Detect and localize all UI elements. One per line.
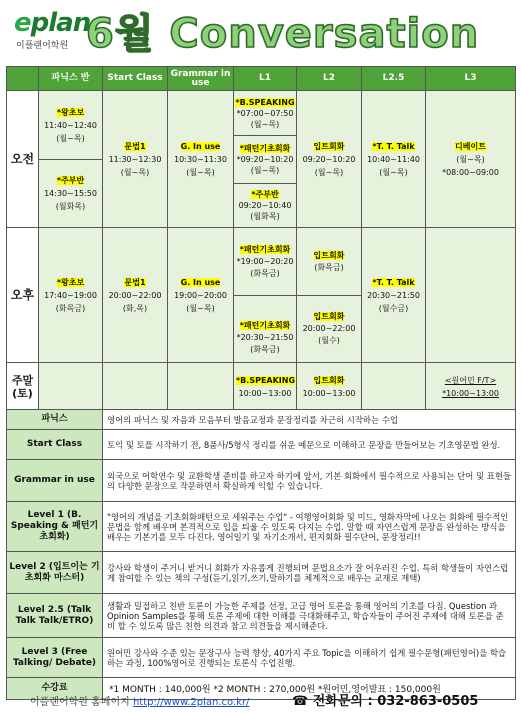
- desc-label: Start Class: [7, 430, 103, 460]
- class-time: 14:30~15:50: [44, 189, 97, 198]
- class-name: 입트회화: [313, 375, 345, 385]
- morning-row: [7, 91, 516, 228]
- class-days: (월~목): [186, 303, 215, 313]
- logo-text: plan: [30, 8, 91, 38]
- weekend-l2-cell: [297, 363, 362, 411]
- class-days: (월~목): [314, 167, 344, 177]
- morning-l3-cell: [426, 91, 516, 228]
- period-morning: 오전: [7, 91, 39, 228]
- class-days: (월~목): [379, 167, 408, 177]
- class-days: (월~목): [120, 167, 150, 177]
- class-days: (월~목): [456, 154, 485, 164]
- class-time: 20:00~22:00: [302, 324, 356, 333]
- class-name: *T. T. Talk: [372, 141, 415, 151]
- class-name: *패턴기초회화: [239, 144, 291, 153]
- class-name: *B.SPEAKING: [236, 375, 296, 385]
- class-time: *08:00~09:00: [442, 167, 499, 177]
- class-days: (월화목): [250, 212, 280, 221]
- class-days: (월수금): [378, 303, 409, 313]
- desc-label: Level 2.5 (Talk Talk Talk/ETRO): [7, 594, 103, 638]
- class-name: *패턴기초회화: [239, 321, 291, 330]
- morning-l25-cell: [362, 91, 426, 228]
- desc-row: [7, 460, 516, 502]
- class-time: *09:20~10:20: [236, 155, 294, 164]
- page-title: 6월 Conversation: [86, 11, 480, 57]
- desc-row: [7, 410, 516, 430]
- class-time: 19:00~20:00: [174, 290, 227, 300]
- class-time: 10:00~13:00: [302, 388, 356, 398]
- brand-logo[interactable]: [10, 6, 91, 54]
- col-header-l1: L1: [234, 67, 297, 91]
- col-header-phonics: 파닉스 반: [39, 67, 103, 91]
- class-time: 10:30~11:30: [174, 154, 227, 164]
- morning-phonics-cell: [39, 91, 103, 228]
- desc-row: [7, 502, 516, 552]
- class-days: (월~목): [250, 166, 280, 175]
- morning-start-cell: [103, 91, 168, 228]
- logo-subtitle: 이플랜어학원: [16, 41, 69, 51]
- homepage-link[interactable]: http://www.2plan.co.kr/: [132, 697, 250, 708]
- class-days: (월~목): [186, 167, 215, 177]
- class-days: (화목금): [250, 345, 280, 354]
- course-description-table: [6, 409, 516, 700]
- desc-label: Grammar in use: [7, 460, 103, 502]
- afternoon-row: [7, 228, 516, 363]
- class-name: 문법1: [124, 277, 146, 287]
- class-days: (화,목): [122, 303, 148, 313]
- desc-text: 생활과 밀접하고 친반 토론이 가능한 주제를 선정, 고급 영어 토론을 통해 영어의 기초를 다짐. Question 과 Opinion Samples를 통해 토론 주제에 대한 이해를 극대화해주고, 학습자들이 주어진 주제에 대해 토론을 준비 할 수 있도록 많은 친한 의견과 참고 의견들을 제시해준다.: [103, 594, 516, 638]
- fee-text: *1 MONTH : 140,000원 *2 MONTH : 270,000원 *원어민,영어발표 : 150,000원: [103, 678, 516, 700]
- class-days: (월~목): [250, 119, 280, 129]
- weekend-l3-cell: [426, 363, 516, 411]
- afternoon-l1-cell: [234, 228, 297, 363]
- col-header-grammar: Grammar in use: [168, 67, 234, 91]
- class-name: 입트회화: [313, 312, 345, 321]
- class-time: 20:00~22:00: [108, 290, 162, 300]
- class-name: <원어민 F/T>: [444, 375, 497, 385]
- class-days: (화목금): [55, 303, 86, 313]
- col-header-l25: L2.5: [362, 67, 426, 91]
- afternoon-l3-cell: [426, 228, 516, 363]
- corner-cell: [7, 67, 39, 91]
- afternoon-l2-cell: [297, 228, 362, 363]
- desc-text: 외국으로 어학연수 및 교환학생 준비를 하고자 하기에 앞서, 기본 회화에서 필수적으로 사용되는 단어 및 표현들의 다양한 문장으로 작문하면서 확실하게 익힐 수 있습니다.: [103, 460, 516, 502]
- class-time: *20:30~21:50: [236, 333, 294, 342]
- class-name: 디베이트: [455, 141, 486, 151]
- class-time: 09:20~10:40: [238, 201, 292, 210]
- site-label: 이플랜어학원 홈페이지: [30, 697, 133, 708]
- phone-contact[interactable]: ☎ 전화문의 : 032-863-0505: [292, 694, 479, 709]
- afternoon-grammar-cell: [168, 228, 234, 363]
- class-days: (월수): [318, 336, 340, 345]
- class-name: G. In use: [180, 277, 221, 287]
- desc-text: 강사와 학생이 주거니 받거니 회화가 자유롭게 진행되며 문법요소가 잘 어우러진 수업. 특히 학생들이 자연스럽게 참여할 수 있는 책의 구성(듣기,읽기,쓰기,말하기를 체계적으로 배우는 교재로 재택): [103, 552, 516, 594]
- period-afternoon: 오후: [7, 228, 39, 363]
- morning-l1-cell: [234, 91, 297, 228]
- weekend-l25-cell: [362, 363, 426, 411]
- class-time: 10:00~13:00: [238, 388, 292, 398]
- class-name: 입트회화: [313, 141, 345, 151]
- class-name: *왕초보: [56, 107, 85, 117]
- class-name: *패턴기초회화: [239, 244, 291, 254]
- afternoon-start-cell: [103, 228, 168, 363]
- desc-label: Level 1 (B. Speaking & 패턴기초회화): [7, 502, 103, 552]
- morning-grammar-cell: [168, 91, 234, 228]
- class-name: *주부반: [251, 190, 279, 199]
- class-name: G. In use: [180, 141, 221, 151]
- logo-wordmark: [14, 8, 90, 38]
- class-days: (월화목): [55, 202, 86, 211]
- schedule-table: [6, 66, 516, 411]
- desc-text: 토익 및 토플 시작하기 전, 8품사/5형식 정리를 쉬운 예문으로 이해하고 문장을 만들어보는 기초영문법 완성.: [103, 430, 516, 460]
- class-time: *19:00~20:20: [236, 256, 294, 266]
- desc-label: 파닉스: [7, 410, 103, 430]
- class-name: *T. T. Talk: [372, 277, 415, 287]
- weekend-start-cell: [103, 363, 168, 411]
- desc-text: 원어민 강사와 수준 있는 문장구사 능력 향상, 40가지 주요 Topic을 이해하기 쉽게 필수문형(패턴영어)을 학습하는 과정, 100%영어로 진행되는 토론식 수업진행.: [103, 638, 516, 678]
- afternoon-phonics-cell: [39, 228, 103, 363]
- header: [0, 0, 521, 62]
- col-header-l3: L3: [426, 67, 516, 91]
- class-days: (화목금): [250, 268, 280, 278]
- desc-text: 영어의 파닉스 및 자음과 모음부터 발음교정과 문장정리를 차근히 시작하는 수업: [103, 410, 516, 430]
- class-time: *10:00~13:00: [442, 388, 499, 398]
- desc-row: [7, 638, 516, 678]
- class-name: *B.SPEAKING: [235, 97, 295, 107]
- desc-row: [7, 552, 516, 594]
- class-time: 11:40~12:40: [44, 120, 97, 130]
- footer: [0, 690, 521, 710]
- weekend-row: [7, 363, 516, 411]
- desc-text: "영어의 개념을 기초회화패턴으로 세워주는 수업" - 여행영어회화 및 미드, 영화자막에 나오는 회화에 필수적인 문법을 함께 배우며 본격적으로 입을 틔울 수 있도록 다지는 수업. 말할 때 자연스럽게 문장을 완성하는 방식을 배우는 기본기를 모두 다진다. 영어일기 및 자기소개서, 편지회화 필수단어, 문장정리!!: [103, 502, 516, 552]
- weekend-phonics-cell: [39, 363, 103, 411]
- class-days: (화목금): [314, 262, 344, 272]
- weekend-grammar-cell: [168, 363, 234, 411]
- class-time: 09:20~10:20: [302, 154, 356, 164]
- class-time: *07:00~07:50: [236, 108, 294, 118]
- morning-l2-cell: [297, 91, 362, 228]
- class-time: 10:40~11:40: [367, 154, 420, 164]
- class-time: 11:30~12:30: [108, 154, 162, 164]
- fee-label: 수강료: [7, 678, 103, 700]
- schedule-header-row: [7, 67, 516, 91]
- desc-label: Level 3 (Free Talking/ Debate): [7, 638, 103, 678]
- class-time: 17:40~19:00: [44, 290, 97, 300]
- desc-row: [7, 594, 516, 638]
- class-name: *왕초보: [56, 277, 85, 287]
- desc-label: Level 2 (입트이는 기초회화 마스터): [7, 552, 103, 594]
- col-header-l2: L2: [297, 67, 362, 91]
- weekend-l1-cell: [234, 363, 297, 411]
- class-days: (월~목): [56, 133, 85, 143]
- class-time: 20:30~21:50: [367, 290, 420, 300]
- desc-row: [7, 430, 516, 460]
- col-header-start: Start Class: [103, 67, 168, 91]
- afternoon-l25-cell: [362, 228, 426, 363]
- class-name: *주부반: [56, 176, 85, 185]
- class-name: 문법1: [124, 141, 146, 151]
- period-weekend: 주말(토): [7, 363, 39, 411]
- class-name: 입트회화: [313, 250, 345, 260]
- footer-site: [30, 693, 249, 708]
- logo-e: e: [14, 8, 31, 38]
